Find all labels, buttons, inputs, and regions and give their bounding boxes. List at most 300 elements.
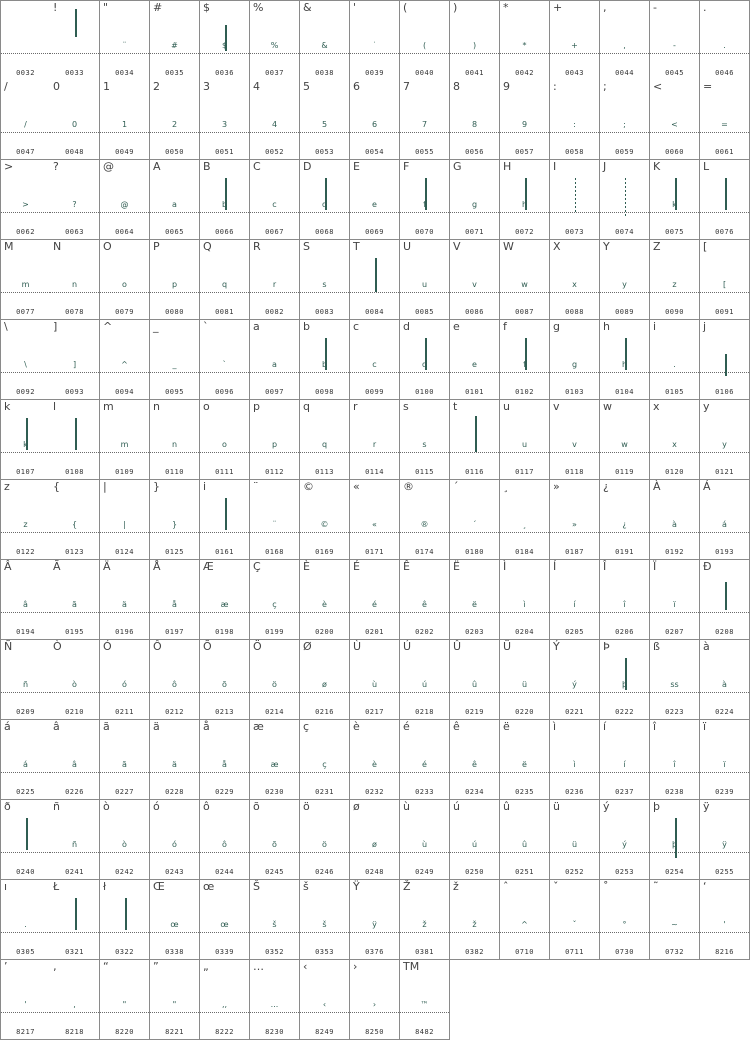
glyph-cell (600, 240, 650, 320)
reference-character: t (453, 400, 458, 413)
baseline-guide (700, 772, 749, 773)
character-code: 0229 (215, 788, 234, 796)
character-code: 0048 (65, 148, 84, 156)
glyph-sample: ,, (221, 1000, 228, 1009)
reference-character: ¿ (603, 480, 609, 493)
character-code: 0353 (315, 948, 334, 956)
reference-character: ø (353, 800, 360, 813)
reference-character: c (353, 320, 360, 333)
glyph-sample: õ (272, 840, 277, 849)
character-code: 0321 (65, 948, 84, 956)
glyph-cell (350, 160, 400, 240)
reference-character: ì (553, 720, 557, 733)
baseline-guide (350, 452, 399, 453)
glyph-sample: " (122, 1000, 127, 1009)
baseline-guide (600, 852, 649, 853)
glyph-sample: w (621, 440, 628, 449)
glyph-sample: c (272, 200, 277, 209)
glyph-sample: o (122, 280, 127, 289)
reference-character: f (503, 320, 507, 333)
glyph-ascender-stroke (375, 258, 377, 292)
reference-character: Q (203, 240, 212, 253)
character-code: 0202 (415, 628, 434, 636)
glyph-sample: þ (671, 840, 678, 849)
baseline-guide (100, 1012, 149, 1013)
reference-character: n (153, 400, 160, 413)
glyph-cell (150, 480, 200, 560)
glyph-cell (200, 480, 250, 560)
character-code: 8482 (415, 1028, 434, 1036)
baseline-guide (450, 852, 499, 853)
glyph-cell (600, 80, 650, 160)
glyph-sample: ¸ (522, 520, 527, 529)
character-code: 0052 (265, 148, 284, 156)
reference-character: Œ (153, 880, 165, 893)
character-code: 0036 (215, 69, 234, 77)
glyph-sample: ý (622, 840, 627, 849)
character-code: 0113 (315, 468, 334, 476)
glyph-sample: % (270, 41, 279, 50)
glyph-sample: ã (122, 760, 127, 769)
glyph-sample: v (472, 280, 477, 289)
baseline-guide (650, 292, 699, 293)
character-code: 0119 (615, 468, 634, 476)
character-code: 0111 (215, 468, 234, 476)
glyph-cell (0, 80, 51, 160)
character-code: 8250 (365, 1028, 384, 1036)
glyph-sample: o (222, 440, 227, 449)
reference-character: ? (53, 160, 59, 173)
character-code: 0254 (665, 868, 684, 876)
glyph-cell (250, 0, 300, 81)
character-code: 0091 (715, 308, 734, 316)
glyph-cell (300, 80, 350, 160)
baseline-guide (550, 692, 599, 693)
character-code: 0054 (365, 148, 384, 156)
character-code: 0086 (465, 308, 484, 316)
glyph-cell (550, 480, 600, 560)
glyph-sample: þ (621, 680, 628, 689)
glyph-sample: ^ (521, 920, 528, 929)
character-code: 0122 (16, 548, 35, 556)
reference-character: ˜ (653, 880, 659, 893)
glyph-sample: ˙ (372, 41, 377, 50)
character-code: 0234 (465, 788, 484, 796)
glyph-cell (100, 160, 150, 240)
character-code: 0083 (315, 308, 334, 316)
baseline-guide (500, 212, 549, 213)
character-code: 0087 (515, 308, 534, 316)
glyph-cell (350, 400, 400, 480)
character-code: 0227 (115, 788, 134, 796)
character-code: 0055 (415, 148, 434, 156)
character-code: 0082 (265, 308, 284, 316)
character-code: 0064 (115, 228, 134, 236)
character-code: 0187 (565, 548, 584, 556)
baseline-guide (650, 132, 699, 133)
glyph-sample: ... (270, 1000, 279, 1009)
character-code: 0045 (665, 69, 684, 77)
glyph-sample: 6 (371, 120, 378, 129)
baseline-guide (450, 132, 499, 133)
reference-character: … (253, 960, 264, 973)
character-code: 0105 (665, 388, 684, 396)
baseline-guide (400, 932, 449, 933)
character-code: 0212 (165, 708, 184, 716)
character-code: 0352 (265, 948, 284, 956)
glyph-sample: b (321, 360, 328, 369)
baseline-guide (400, 53, 449, 54)
glyph-cell (700, 80, 750, 160)
reference-character: Ú (403, 640, 412, 653)
reference-character: Â (4, 560, 12, 573)
glyph-cell (700, 560, 750, 640)
baseline-guide (350, 772, 399, 773)
reference-character: v (553, 400, 560, 413)
glyph-sample: ô (222, 840, 227, 849)
baseline-guide (100, 452, 149, 453)
baseline-guide (450, 612, 499, 613)
glyph-sample: x (672, 440, 677, 449)
baseline-guide (400, 1012, 449, 1013)
character-code: 0043 (565, 69, 584, 77)
glyph-cell (450, 80, 500, 160)
glyph-cell (700, 720, 750, 800)
baseline-guide (700, 852, 749, 853)
character-code: 0067 (265, 228, 284, 236)
glyph-cell (650, 400, 700, 480)
reference-character: h (603, 320, 610, 333)
glyph-sample: ' (723, 920, 726, 929)
character-code: 0193 (715, 548, 734, 556)
reference-character: Å (153, 560, 161, 573)
baseline-guide (100, 532, 149, 533)
glyph-cell (200, 800, 250, 880)
baseline-guide (500, 532, 549, 533)
glyph-cell (350, 800, 400, 880)
baseline-guide (700, 932, 749, 933)
glyph-cell (400, 240, 450, 320)
baseline-guide (1, 212, 50, 213)
reference-character: x (653, 400, 660, 413)
baseline-guide (250, 372, 299, 373)
character-code: 0080 (165, 308, 184, 316)
baseline-guide (350, 1012, 399, 1013)
glyph-cell (250, 240, 300, 320)
glyph-sample: ÿ (722, 840, 727, 849)
character-code: 0217 (365, 708, 384, 716)
reference-character: i (653, 320, 657, 333)
glyph-sample: . (723, 41, 726, 50)
reference-character: S (303, 240, 310, 253)
baseline-guide (150, 932, 199, 933)
glyph-sample: s (422, 440, 427, 449)
glyph-sample: ù (421, 840, 428, 849)
reference-character: Ï (653, 560, 657, 573)
baseline-guide (550, 212, 599, 213)
baseline-guide (200, 292, 249, 293)
reference-character: 0 (53, 80, 60, 93)
reference-character: Ž (403, 880, 411, 893)
glyph-sample: è (372, 760, 377, 769)
glyph-cell (250, 720, 300, 800)
glyph-cell (0, 160, 51, 240)
reference-character: ( (403, 1, 408, 14)
glyph-cell (700, 480, 750, 560)
glyph-sample: ä (172, 760, 177, 769)
glyph-sample: 8 (471, 120, 478, 129)
baseline-guide (300, 372, 349, 373)
glyph-sample: ó (122, 680, 127, 689)
glyph-sample: ý (572, 680, 577, 689)
glyph-sample: ° (622, 920, 627, 929)
glyph-cell (500, 560, 550, 640)
glyph-sample: = (721, 120, 728, 129)
reference-character: Ñ (4, 640, 13, 653)
character-code: 0236 (565, 788, 584, 796)
baseline-guide (150, 772, 199, 773)
glyph-sample: å (172, 600, 177, 609)
baseline-guide (500, 932, 549, 933)
reference-character: z (4, 480, 10, 493)
character-code: 0210 (65, 708, 84, 716)
glyph-sample: ô (172, 680, 177, 689)
baseline-guide (400, 452, 449, 453)
reference-character: Ł (53, 880, 60, 893)
reference-character: > (4, 160, 14, 173)
glyph-cell (600, 0, 650, 81)
character-code: 0195 (65, 628, 84, 636)
reference-character: È (303, 560, 310, 573)
glyph-cell (450, 400, 500, 480)
reference-character: m (103, 400, 114, 413)
character-code: 0222 (615, 708, 634, 716)
glyph-sample: ë (472, 600, 477, 609)
glyph-cell (250, 880, 300, 960)
reference-character: E (353, 160, 360, 173)
glyph-cell (100, 0, 150, 81)
baseline-guide (300, 1012, 349, 1013)
glyph-cell (500, 640, 550, 720)
baseline-guide (100, 772, 149, 773)
glyph-cell (250, 480, 300, 560)
character-code: 0125 (165, 548, 184, 556)
glyph-cell (200, 160, 250, 240)
glyph-sample: b (221, 200, 228, 209)
glyph-cell (200, 320, 250, 400)
glyph-cell (700, 400, 750, 480)
reference-character: a (253, 320, 260, 333)
glyph-cell (350, 240, 400, 320)
reference-character: & (303, 1, 312, 14)
glyph-sample: ì (523, 600, 526, 609)
baseline-guide (550, 53, 599, 54)
reference-character: r (353, 400, 358, 413)
glyph-sample: ˇ (572, 920, 577, 929)
reference-character: W (503, 240, 514, 253)
baseline-guide (50, 532, 99, 533)
baseline-guide (450, 212, 499, 213)
reference-character: Þ (603, 640, 610, 653)
reference-character: Õ (203, 640, 212, 653)
character-code: 0220 (515, 708, 534, 716)
reference-character: @ (103, 160, 114, 173)
glyph-cell (300, 240, 350, 320)
character-code: 0238 (665, 788, 684, 796)
glyph-sample: á (722, 520, 727, 529)
baseline-guide (150, 692, 199, 693)
character-code: 0118 (565, 468, 584, 476)
baseline-guide (400, 372, 449, 373)
character-code: 0244 (215, 868, 234, 876)
glyph-sample: } (171, 520, 178, 529)
glyph-sample: › (372, 1000, 377, 1009)
character-code: 0084 (365, 308, 384, 316)
character-code: 0196 (115, 628, 134, 636)
reference-character: Û (453, 640, 462, 653)
glyph-cell (150, 560, 200, 640)
baseline-guide (350, 372, 399, 373)
character-code: 0057 (515, 148, 534, 156)
baseline-guide (600, 932, 649, 933)
reference-character: Ø (303, 640, 312, 653)
glyph-cell (400, 640, 450, 720)
character-code: 0213 (215, 708, 234, 716)
glyph-ascender-stroke (625, 178, 626, 218)
character-code: 0211 (115, 708, 134, 716)
glyph-cell (150, 320, 200, 400)
baseline-guide (700, 53, 749, 54)
reference-character: ˇ (553, 880, 559, 893)
reference-character: y (703, 400, 710, 413)
baseline-guide (1, 1012, 50, 1013)
glyph-sample: ñ (71, 840, 78, 849)
reference-character: D (303, 160, 312, 173)
reference-character: » (553, 480, 560, 493)
reference-character: K (653, 160, 661, 173)
glyph-cell (400, 320, 450, 400)
reference-character: < (653, 80, 663, 93)
glyph-cell (50, 480, 100, 560)
glyph-cell (50, 320, 100, 400)
glyph-sample: c (372, 360, 377, 369)
reference-character: å (203, 720, 210, 733)
baseline-guide (550, 452, 599, 453)
glyph-cell (250, 320, 300, 400)
baseline-guide (350, 612, 399, 613)
character-code: 0246 (315, 868, 334, 876)
baseline-guide (150, 292, 199, 293)
glyph-cell (0, 640, 51, 720)
glyph-sample: é (372, 600, 377, 609)
reference-character: © (303, 480, 314, 493)
glyph-sample: à (722, 680, 727, 689)
glyph-cell (400, 480, 450, 560)
glyph-cell (450, 800, 500, 880)
reference-character: ÿ (703, 800, 710, 813)
glyph-sample: ú (471, 840, 478, 849)
reference-character: Ò (53, 640, 62, 653)
baseline-guide (100, 612, 149, 613)
character-code: 0073 (565, 228, 584, 236)
reference-character: î (653, 720, 657, 733)
glyph-sample: ¨ (272, 520, 277, 529)
glyph-sample: ¨ (122, 41, 127, 50)
baseline-guide (200, 53, 249, 54)
reference-character: ù (403, 800, 410, 813)
character-code: 0241 (65, 868, 84, 876)
glyph-ascender-stroke (725, 178, 727, 210)
glyph-sample: q (221, 280, 228, 289)
reference-character: ¨ (253, 480, 259, 493)
reference-character: | (103, 480, 107, 493)
glyph-cell (400, 800, 450, 880)
glyph-cell (450, 640, 500, 720)
glyph-cell (500, 80, 550, 160)
glyph-sample: ò (72, 680, 77, 689)
glyph-cell (550, 80, 600, 160)
reference-character: ‹ (303, 960, 308, 973)
reference-character: # (153, 1, 163, 14)
character-code: 0074 (615, 228, 634, 236)
baseline-guide (250, 132, 299, 133)
glyph-sample: # (171, 41, 178, 50)
glyph-sample: a (272, 360, 277, 369)
baseline-guide (500, 692, 549, 693)
glyph-cell (50, 880, 100, 960)
glyph-cell (300, 400, 350, 480)
baseline-guide (50, 612, 99, 613)
reference-character: Z (653, 240, 661, 253)
glyph-cell (600, 560, 650, 640)
reference-character: “ (103, 960, 109, 973)
reference-character: ^ (103, 320, 113, 333)
reference-character: ç (303, 720, 310, 733)
glyph-cell (300, 880, 350, 960)
glyph-cell (350, 0, 400, 81)
glyph-sample: í (623, 760, 626, 769)
baseline-guide (100, 932, 149, 933)
glyph-cell (100, 720, 150, 800)
glyph-cell (300, 160, 350, 240)
glyph-cell (650, 880, 700, 960)
glyph-cell (100, 80, 150, 160)
glyph-sample: < (671, 120, 678, 129)
baseline-guide (1, 932, 50, 933)
reference-character: 9 (503, 80, 510, 93)
baseline-guide (150, 852, 199, 853)
reference-character: Æ (203, 560, 214, 573)
glyph-cell (550, 640, 600, 720)
glyph-sample: ã (72, 600, 77, 609)
reference-character: J (603, 160, 607, 173)
baseline-guide (1, 292, 50, 293)
baseline-guide (400, 132, 449, 133)
baseline-guide (200, 772, 249, 773)
glyph-sample: 5 (321, 120, 328, 129)
baseline-guide (1, 53, 50, 54)
character-code: 0382 (465, 948, 484, 956)
character-code: 8218 (65, 1028, 84, 1036)
glyph-ascender-stroke (75, 418, 77, 450)
glyph-cell (650, 160, 700, 240)
glyph-sample: ™ (420, 1000, 429, 1009)
character-code: 0042 (515, 69, 534, 77)
character-code: 0223 (665, 708, 684, 716)
glyph-sample: ø (322, 680, 327, 689)
reference-character: b (303, 320, 310, 333)
character-code: 8216 (715, 948, 734, 956)
